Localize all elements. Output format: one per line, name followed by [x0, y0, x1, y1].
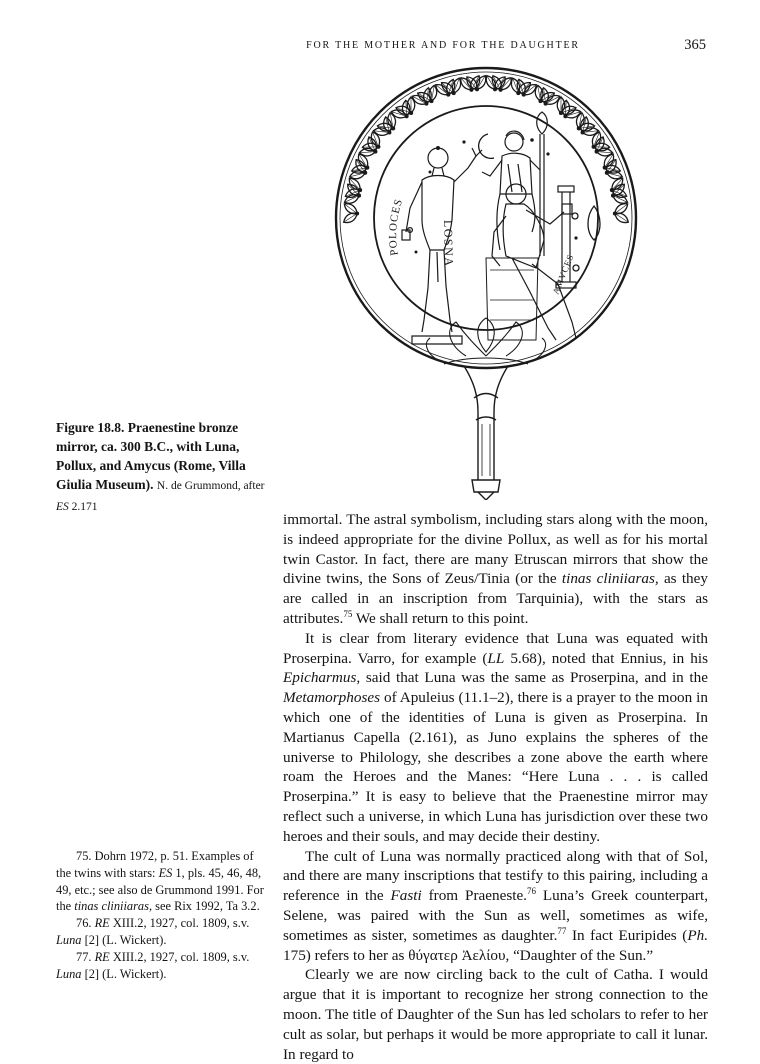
laurel-wreath — [342, 74, 631, 226]
running-head: FOR THE MOTHER AND FOR THE DAUGHTER — [306, 40, 580, 51]
wreath-berry — [470, 88, 473, 91]
wreath-berry — [392, 127, 395, 130]
wreath-berry — [544, 102, 547, 105]
paragraph: Clearly we are now circling back to the cult of Catha. I would argue that it is important to recognize her strong connection to the moon. The title of Daughter of the Sun has led scholars to refer to her cult as solar, but perhaps it would be more appropriate to call it lunar. In regard to — [283, 966, 708, 1063]
mirror-drawing — [326, 60, 646, 500]
footnote-ref: 77 — [557, 925, 567, 936]
footnote-75: 75. Dohrn 1972, p. 51. Examples of the twins with stars: ES 1, pls. 45, 46, 48, 49, etc.; see also de Grummond 1991. For the tinas cliniiaras, see Rix 1992, Ta 3.2. — [56, 849, 264, 914]
inscription-losna: LOSNA — [441, 219, 457, 268]
wreath-berry — [447, 93, 450, 96]
footnote-ref: 75 — [343, 608, 353, 619]
star — [429, 171, 432, 174]
figure-caption — [56, 418, 266, 517]
crescent-moon — [479, 134, 494, 158]
wreath-berry — [452, 92, 455, 95]
star — [462, 140, 465, 143]
wreath-berry — [577, 127, 580, 130]
wreath-berry — [425, 102, 428, 105]
wreath-berry — [564, 115, 567, 118]
wreath-berry — [614, 212, 617, 215]
wreath-berry — [356, 212, 359, 215]
wreath-berry — [388, 131, 391, 134]
footnote-76: 76. RE XIII.2, 1927, col. 1809, s.v. Luna [2] (L. Wickert). — [56, 916, 250, 947]
wreath-berry — [405, 115, 408, 118]
star — [574, 236, 577, 239]
wreath-berry — [560, 112, 563, 115]
main-text — [283, 510, 708, 1064]
wreath-leaf — [564, 108, 581, 120]
star — [546, 152, 549, 155]
star-ring — [572, 213, 578, 219]
star — [415, 251, 418, 254]
page-number: 365 — [684, 37, 706, 53]
wreath-berry — [603, 166, 606, 169]
torch-staff — [537, 112, 548, 256]
paragraph: immortal. The astral symbolism, including stars along with the moon, is indeed appropriate for the divine Pollux, as well as for his mortal twin Castor. In fact, there are many Etruscan mirrors that show the divine twins, the Sons of Zeus/Tinia (or the tinas cliniiaras, as they are called in an inscription from Tarquinia), with the stars as attributes.$^{75}$ We shall return to this point. — [283, 511, 708, 627]
wreath-berry — [605, 171, 608, 174]
wreath-berry — [612, 194, 615, 197]
wreath-berry — [522, 93, 525, 96]
caption-credit: N. de Grummond, after ES 2.171 — [56, 480, 265, 513]
stars — [415, 138, 578, 253]
star — [530, 138, 534, 142]
wreath-berry — [499, 88, 502, 91]
wreath-berry — [366, 166, 369, 169]
wreath-berry — [476, 88, 479, 91]
wreath-berry — [410, 112, 413, 115]
mirror-outer-rim — [336, 68, 636, 368]
wreath-berry — [430, 100, 433, 103]
paragraph: It is clear from literary evidence that Luna was equated with Proserpina. Varro, for example (LL 5.68), noted that Ennius, in his Epicharmus, said that Luna was the same as Proserpina, and in the Metamorphoses of Apuleius (11.1–2), there is a prayer to the moon in which one of the identities of Luna is given as Proserpina. In Martianus Capella (2.161), as Juno explains the spheres of the universe to Philology, she describes a zone above the earth where roam the Heroes and the Manes: “Here Luna . . . is called Proserpina.” It is easy to believe that the Praenestine mirror may reflect such a universe, in which Luna has jurisdiction over these two heroes and their souls, and may decide their destiny. — [283, 629, 708, 845]
footnote-77: 77. RE XIII.2, 1927, col. 1809, s.v. Luna [2] (L. Wickert). — [56, 949, 250, 981]
wreath-berry — [592, 145, 595, 148]
wreath-berry — [377, 145, 380, 148]
caption-label: Figure 18.8. Praenestine bronze mirror, ca. 300 B.C., with Luna, Pollux, and Amycus (Rome, Villa Giulia Museum). — [56, 420, 246, 492]
footnotes — [56, 848, 266, 982]
wreath-berry — [581, 131, 584, 134]
wreath-berry — [359, 189, 362, 192]
wreath-leaf — [407, 97, 415, 113]
wreath-berry — [611, 189, 614, 192]
paragraph: The cult of Luna was normally practiced along with that of Sol, and there are many inscriptions that testify to this pairing, including a reference in the Fasti from Praeneste.$^{76}$ Luna’s Greek counterpart, Selene, was paired with the Sun as well, sometimes as wife, sometimes as sister, sometimes as daughter.$^{77}$ In fact Euripides (Ph. 175) refers to her as θύγατερ Ἀελίου, “Daughter of the Sun.” — [283, 847, 709, 964]
wreath-berry — [374, 150, 377, 153]
inscription-poloces: POLOCES — [387, 197, 406, 257]
palmette — [426, 318, 545, 364]
mirror-illustration — [326, 60, 646, 500]
wreath-berry — [539, 100, 542, 103]
footnote-ref: 76 — [526, 886, 536, 897]
mirror-inner-medallion — [374, 106, 598, 330]
inscription-amvces: AMVCES — [550, 252, 576, 296]
figure-luna — [482, 131, 540, 250]
mirror-handle — [464, 366, 508, 500]
star-ring — [573, 265, 579, 271]
wreath-berry — [595, 150, 598, 153]
